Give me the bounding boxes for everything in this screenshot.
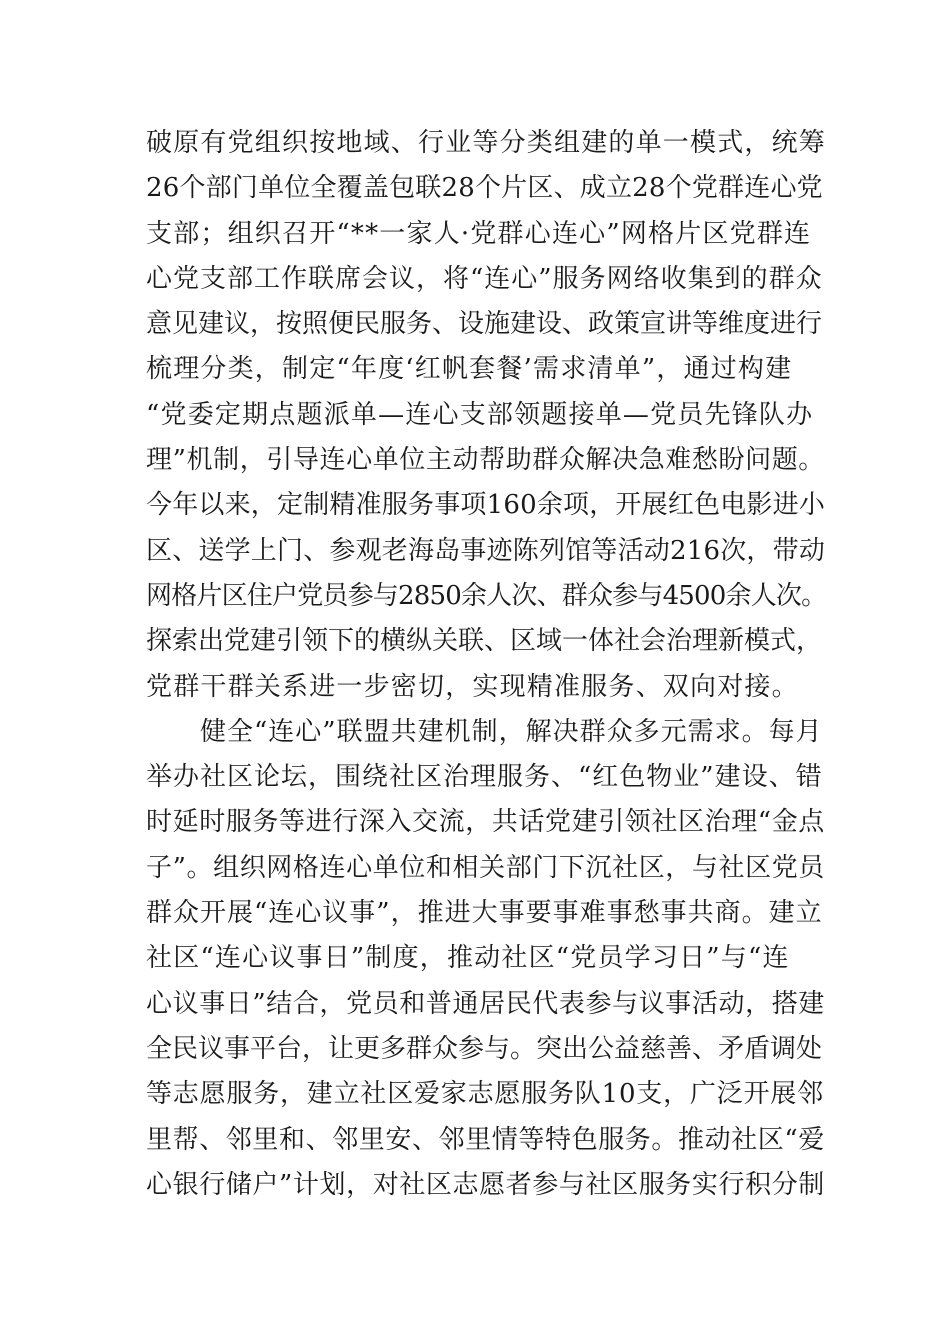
text-line: 心银行储户”计划，对社区志愿者参与社区服务实行积分制 (146, 1169, 825, 1200)
text-line: 网格片区住户党员参与2850余人次、群众参与4500余人次。 (146, 580, 827, 611)
text-line: 26个部门单位全覆盖包联28个片区、成立28个党群连心党 (146, 173, 823, 204)
text-line: 社区“连心议事日”制度，推动社区“党员学习日”与“连 (146, 943, 790, 974)
text-line: 心议事日”结合，党员和普通居民代表参与议事活动，搭建 (146, 988, 825, 1019)
text-line: 理”机制，引导连心单位主动帮助群众解决急难愁盼问题。 (146, 445, 825, 476)
text-line: 党群干群关系进一步密切，实现精准服务、双向对接。 (146, 671, 799, 702)
text-line: 梳理分类，制定“年度‘红帆套餐’需求清单”，通过构建 (146, 354, 793, 385)
text-line: 时延时服务等进行深入交流，共话党建引领社区治理“金点 (146, 807, 825, 838)
text-line: 群众开展“连心议事”，推进大事要事难事愁事共商。建立 (146, 898, 823, 929)
text-line: 探索出党建引领下的横纵关联、区域一体社会治理新模式， (146, 626, 823, 657)
body-text (146, 121, 826, 1208)
text-line: 等志愿服务，建立社区爱家志愿服务队10支，广泛开展邻 (146, 1079, 824, 1110)
text-line: 全民议事平台，让更多群众参与。突出公益慈善、矛盾调处 (146, 1033, 823, 1064)
text-line: 举办社区论坛，围绕社区治理服务、“红色物业”建设、错 (146, 762, 823, 793)
text-line: 意见建议，按照便民服务、设施建设、政策宣讲等维度进行 (146, 309, 823, 340)
text-line: 心党支部工作联席会议，将“连心”服务网络收集到的群众 (146, 263, 823, 294)
text-line: 子”。组织网格连心单位和相关部门下沉社区，与社区党员 (146, 852, 825, 883)
text-line: 区、送学上门、参观老海岛事迹陈列馆等活动216次，带动 (146, 535, 826, 566)
paragraph-start-line: 健全“连心”联盟共建机制，解决群众多元需求。每月 (146, 716, 823, 747)
text-line: 里帮、邻里和、邻里安、邻里情等特色服务。推动社区“爱 (146, 1124, 825, 1155)
text-line: “党委定期点题派单—连心支部领题接单—党员先锋队办 (146, 399, 814, 430)
text-line: 支部；组织召开“**一家人·党群心连心”网格片区党群连 (146, 218, 812, 249)
text-line: 破原有党组织按地域、行业等分类组建的单一模式，统筹 (146, 128, 827, 158)
text-line: 今年以来，定制精准服务事项160余项，开展红色电影进小 (146, 490, 826, 521)
